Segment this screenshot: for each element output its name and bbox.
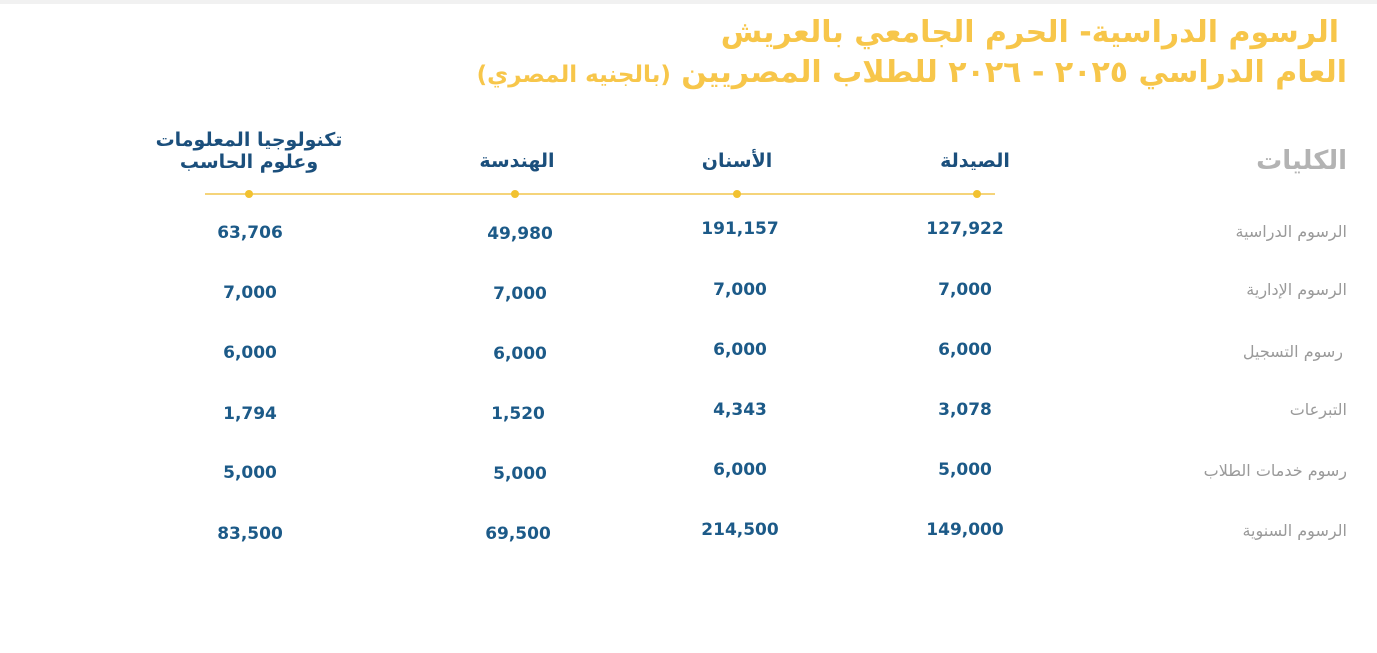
table-cell: 1,794 xyxy=(223,404,277,424)
column-header-pharmacy: الصيدلة xyxy=(940,150,1010,172)
table-cell: 6,000 xyxy=(223,343,277,363)
table-cell: 5,000 xyxy=(493,464,547,484)
timeline-dot xyxy=(245,190,253,198)
table-cell: 63,706 xyxy=(217,223,283,243)
page-subtitle xyxy=(476,55,1347,90)
column-header-dentistry: الأسنان xyxy=(701,150,773,172)
table-cell: 6,000 xyxy=(493,344,547,364)
timeline-dot xyxy=(733,190,741,198)
top-divider xyxy=(0,0,1377,4)
column-header-engineering: الهندسة xyxy=(479,150,555,172)
row-label-annual-fees: الرسوم السنوية xyxy=(1242,521,1347,540)
subtitle-currency: (بالجنيه المصري) xyxy=(476,62,671,88)
subtitle-main: العام الدراسي ٢٠٢٥ - ٢٠٢٦ للطلاب المصريين xyxy=(681,55,1347,90)
table-cell: 5,000 xyxy=(938,460,992,480)
table-cell: 7,000 xyxy=(223,283,277,303)
row-label-tuition: الرسوم الدراسية xyxy=(1235,222,1347,241)
table-cell: 214,500 xyxy=(701,520,779,540)
table-cell: 3,078 xyxy=(938,400,992,420)
table-cell: 49,980 xyxy=(487,224,553,244)
table-cell: 191,157 xyxy=(701,219,779,239)
table-cell: 149,000 xyxy=(926,520,1004,540)
table-cell: 6,000 xyxy=(713,460,767,480)
timeline-dot xyxy=(511,190,519,198)
row-label-donations: التبرعات xyxy=(1289,400,1347,419)
page-title: الرسوم الدراسية- الحرم الجامعي بالعريش xyxy=(720,15,1339,50)
table-cell: 69,500 xyxy=(485,524,551,544)
table-cell: 83,500 xyxy=(217,524,283,544)
table-cell: 6,000 xyxy=(713,340,767,360)
table-cell: 7,000 xyxy=(938,280,992,300)
row-label-registration: رسوم التسجيل xyxy=(1242,342,1343,361)
header-timeline xyxy=(205,193,995,195)
table-cell: 7,000 xyxy=(493,284,547,304)
column-header-it-cs: تكنولوجيا المعلومات وعلوم الحاسب xyxy=(155,129,343,173)
table-cell: 6,000 xyxy=(938,340,992,360)
row-label-student-services: رسوم خدمات الطلاب xyxy=(1203,461,1347,480)
table-cell: 127,922 xyxy=(926,219,1004,239)
table-cell: 5,000 xyxy=(223,463,277,483)
table-cell: 4,343 xyxy=(713,400,767,420)
table-cell: 1,520 xyxy=(491,404,545,424)
timeline-dot xyxy=(973,190,981,198)
table-cell: 7,000 xyxy=(713,280,767,300)
colleges-label: الكليات xyxy=(1256,146,1347,176)
row-label-admin-fees: الرسوم الإدارية xyxy=(1246,280,1347,299)
